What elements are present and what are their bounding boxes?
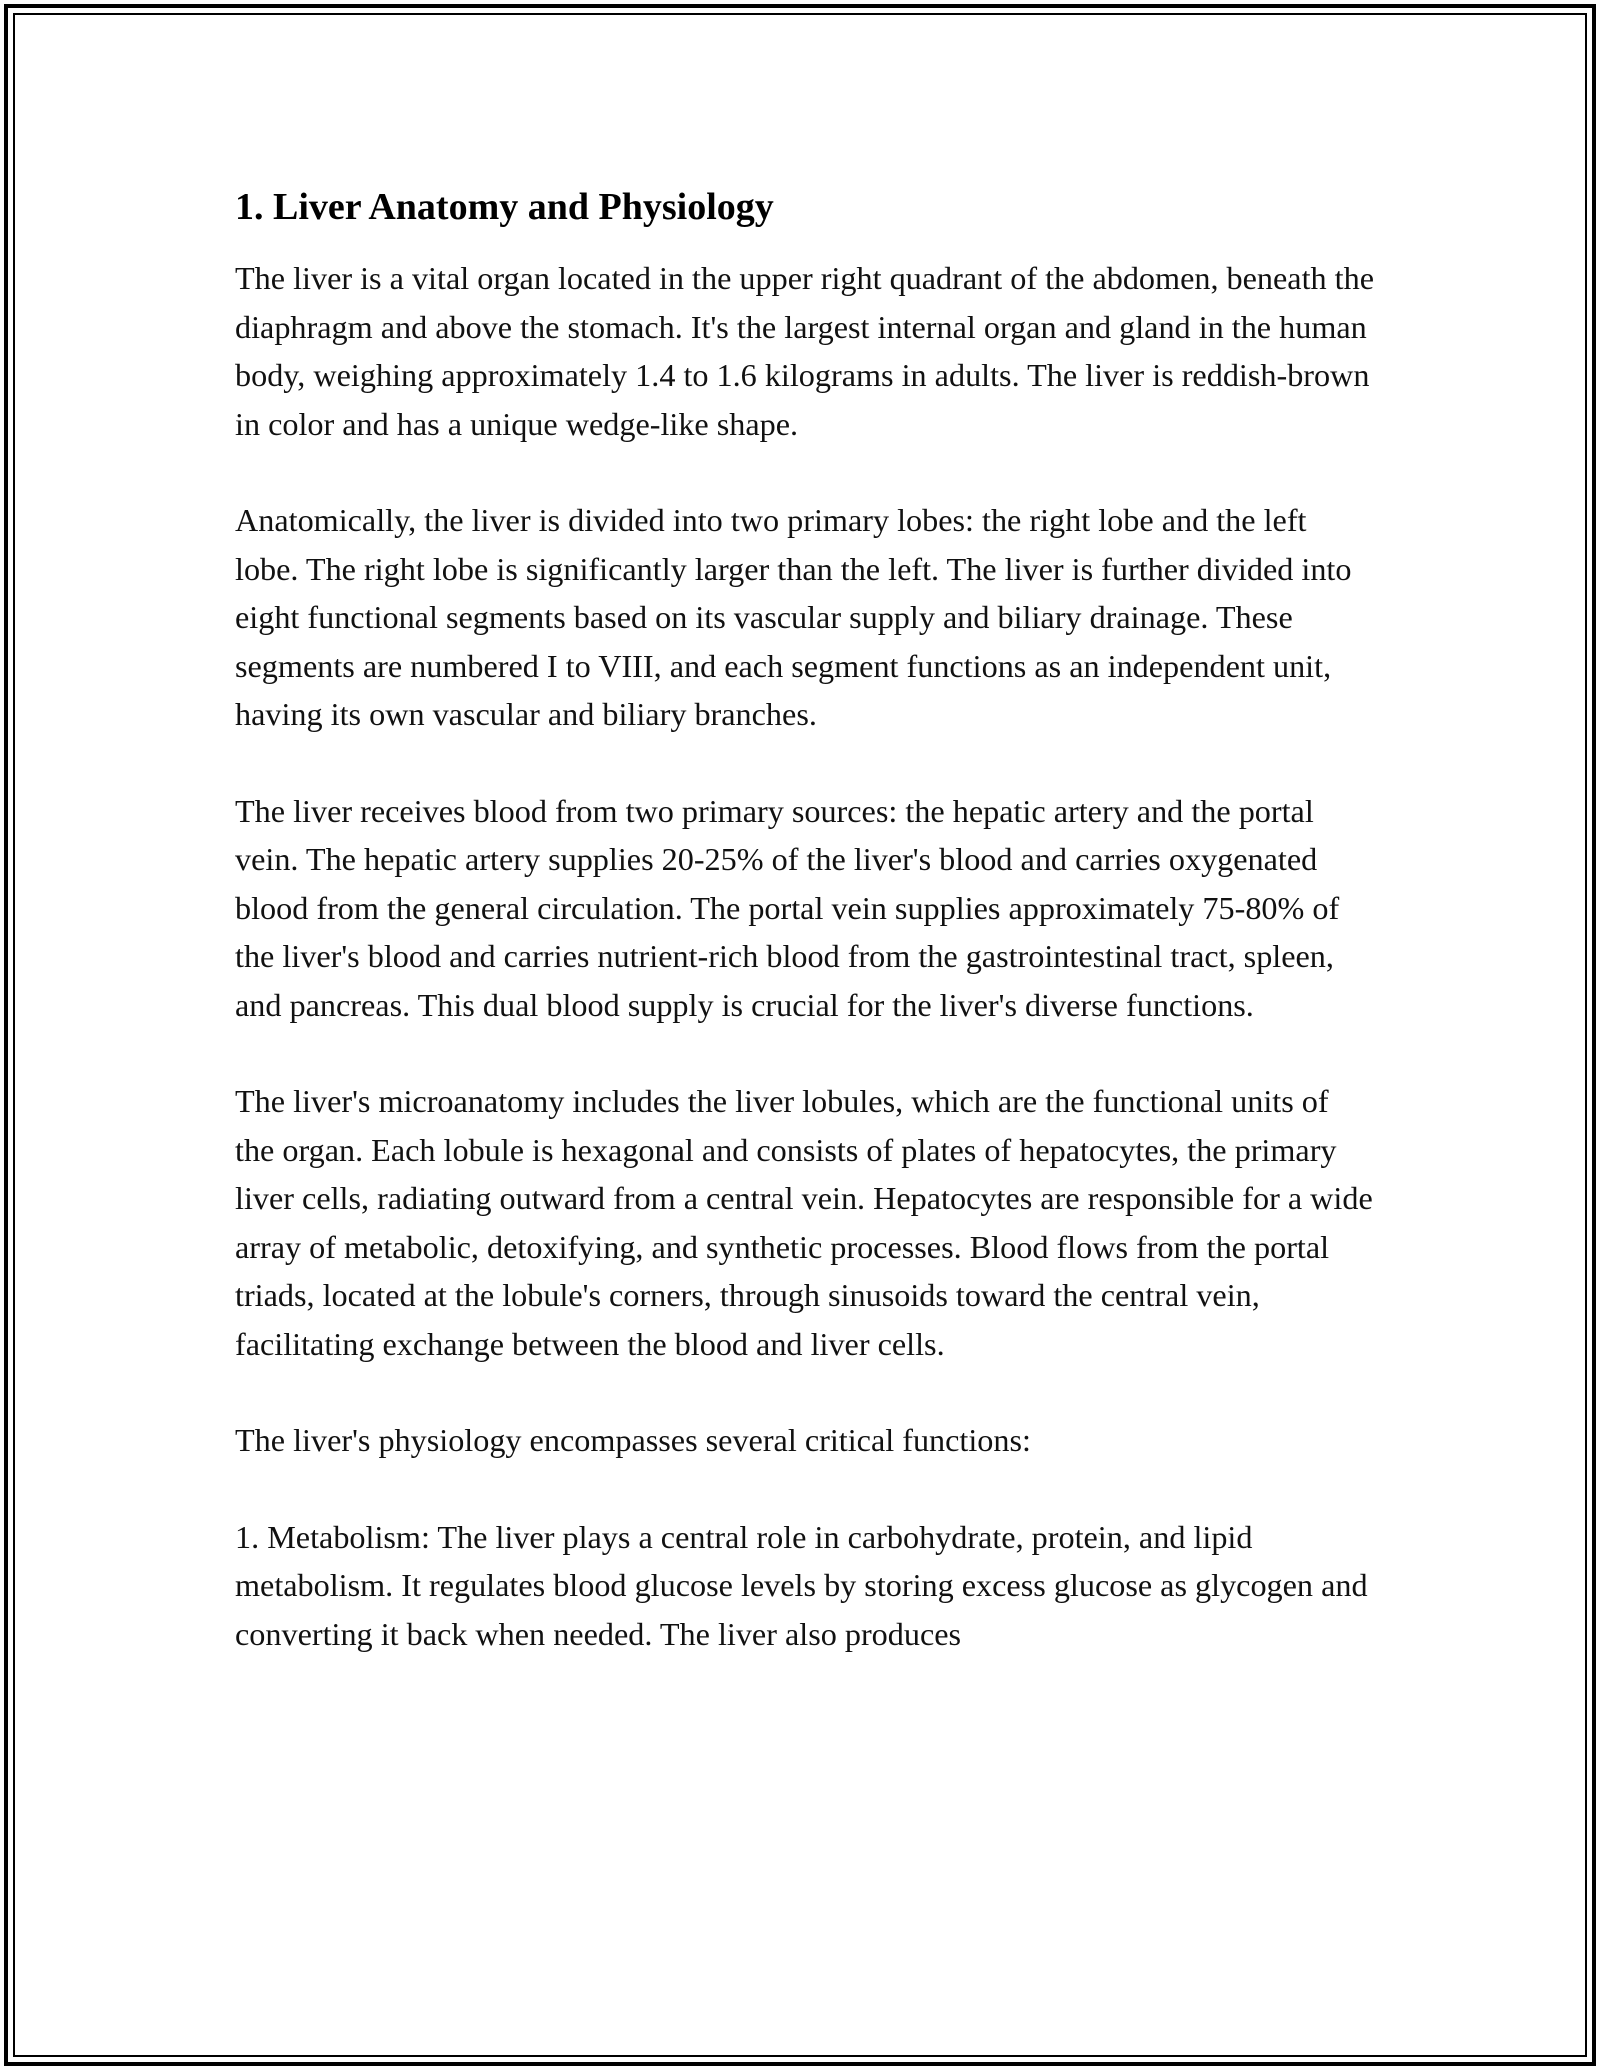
document-body — [235, 183, 1375, 1658]
section-heading: 1. Liver Anatomy and Physiology — [235, 186, 774, 228]
paragraph-metabolism: 1. Metabolism: The liver plays a central role in carbohydrate, protein, and lipid metabolism. It regulates blood glucose levels by storing excess glucose as glycogen and converting it back when needed. The liver also produces — [235, 1518, 1368, 1652]
paragraph-blood-supply: The liver receives blood from two primary sources: the hepatic artery and the portal vein. The hepatic artery supplies 20-25% of the liver's blood and carries oxygenated blood from the general circulation. The portal vein supplies approximately 75-80% of the liver's blood and carries nutrient-rich blood from the gastrointestinal tract, spleen, and pancreas. This dual blood supply is crucial for the liver's diverse functions. — [235, 792, 1340, 1023]
paragraph-liver-overview: The liver is a vital organ located in the upper right quadrant of the abdomen, beneath the diaphragm and above the stomach. It's the largest internal organ and gland in the human body, weighing approximately 1.4 to 1.6 kilograms in adults. The liver is reddish-brown in color and has a unique wedge-like shape. — [235, 260, 1374, 442]
paragraph-microanatomy: The liver's microanatomy includes the liver lobules, which are the functional units of the organ. Each lobule is hexagonal and consists of plates of hepatocytes, the primary liver cells, radiating outward from a central vein. Hepatocytes are responsible for a wide array of metabolic, detoxifying, and synthetic processes. Blood flows from the portal triads, located at the lobule's corners, through sinusoids toward the central vein, facilitating exchange between the blood and liver cells. — [235, 1083, 1373, 1362]
paragraph-lobes-segments: Anatomically, the liver is divided into two primary lobes: the right lobe and the left lobe. The right lobe is significantly larger than the left. The liver is further divided into eight functional segments based on its vascular supply and biliary drainage. These segments are numbered I to VIII, and each segment functions as an independent unit, having its own vascular and biliary branches. — [235, 502, 1352, 733]
paragraph-physiology-intro: The liver's physiology encompasses several critical functions: — [235, 1422, 1031, 1459]
